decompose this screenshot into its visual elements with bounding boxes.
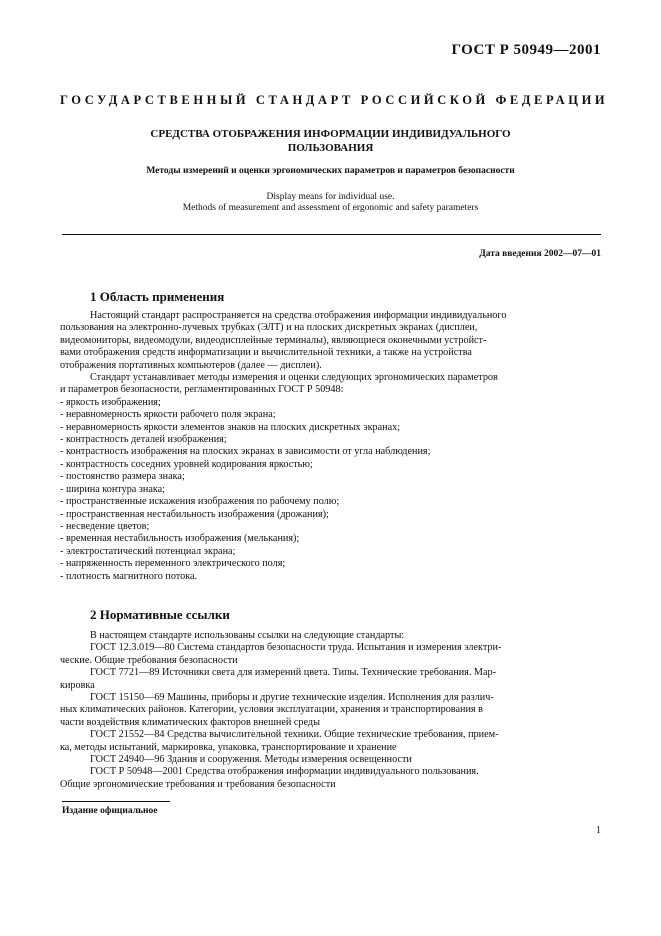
doc-code: ГОСТ Р 50949—2001	[451, 42, 601, 58]
text-line: части воздействия климатических факторов внешней среды	[60, 716, 320, 728]
document-subtitle: Методы измерений и оценки эргономических параметров и параметров безопасности	[146, 166, 515, 176]
reference-entry	[60, 642, 601, 667]
reference-entry	[90, 754, 601, 766]
text-line: ГОСТ 21552—84 Средства вычислительной техники. Общие технические требования, прием-	[90, 729, 499, 741]
english-title	[60, 192, 601, 214]
text-line: ГОСТ 15150—69 Машины, приборы и другие технические изделия. Исполнения для различ-	[90, 692, 494, 704]
section-2-heading: 2 Нормативные ссылки	[90, 607, 230, 622]
list-item: - контрастность деталей изображения;	[60, 434, 227, 446]
reference-entry	[60, 729, 601, 754]
list-item: - электростатический потенциал экрана;	[60, 545, 236, 557]
text-line: ГОСТ Р 50948—2001 Средства отображения информации индивидуального пользования.	[90, 766, 479, 778]
text-line: пользования на электронно-лучевых трубках (ЭЛТ) и на плоских дискретных экранах (дисплеи,	[60, 322, 478, 334]
list-item: - яркость изображения;	[60, 396, 161, 408]
text-line: Общие эргономические требования и требования безопасности	[60, 778, 336, 790]
section-1-body	[60, 310, 601, 583]
list-item: - пространственные искажения изображения по рабочему полю;	[60, 496, 340, 508]
reference-entry	[60, 692, 601, 729]
list-item: - контрастность соседних уровней кодирования яркостью;	[60, 458, 313, 470]
text-line: вами отображения средств информатизации и вычислительной техники, а также на устройства	[60, 347, 472, 359]
text-line: ка, методы испытаний, маркировка, упаковка, транспортирование и хранение	[60, 741, 397, 753]
list-item: - напряженность переменного электрического поля;	[60, 558, 286, 570]
list-item: - ширина контура знака;	[60, 483, 165, 495]
text-line: кировка	[60, 679, 95, 691]
english-title-line: Display means for individual use.	[266, 192, 395, 202]
text-line: и параметров безопасности, регламентированных ГОСТ Р 50948:	[60, 384, 344, 396]
text-line: Стандарт устанавливает методы измерения и оценки следующих эргономических параметров	[90, 372, 498, 384]
english-title-line: Methods of measurement and assessment of ergonomic and safety parameters	[182, 203, 479, 213]
list-item: - неравномерность яркости рабочего поля экрана;	[60, 409, 276, 421]
list-item: - несведение цветов;	[60, 520, 150, 532]
section-2-body	[60, 630, 601, 791]
text-line: ных климатических районов. Категории, условия эксплуатации, хранения и транспортирования в	[60, 704, 483, 716]
section-1-paragraph-1	[60, 310, 601, 372]
text-line: ческие. Общие требования безопасности	[60, 654, 238, 666]
reference-entry	[60, 766, 601, 791]
text-line: Настоящий стандарт распространяется на средства отображения информации индивидуального	[90, 310, 507, 321]
section-1-paragraph-2	[60, 372, 601, 397]
section-1-heading: 1 Область применения	[90, 289, 225, 304]
list-item: - плотность магнитного потока.	[60, 570, 198, 582]
text-line: ГОСТ 24940—96 Здания и сооружения. Методы измерения освещенности	[90, 754, 412, 766]
parameter-list	[60, 397, 601, 583]
list-item: - пространственная нестабильность изображения (дрожания);	[60, 508, 329, 520]
introduction-date: Дата введения 2002—07—01	[479, 249, 601, 259]
list-item: - временная нестабильность изображения (мелькания);	[60, 533, 300, 545]
reference-entry	[60, 667, 601, 692]
title-line: ПОЛЬЗОВАНИЯ	[287, 142, 374, 154]
section-2-intro: В настоящем стандарте использованы ссылки на следующие стандарты:	[90, 630, 405, 641]
title-line: СРЕДСТВА ОТОБРАЖЕНИЯ ИНФОРМАЦИИ ИНДИВИДУАЛЬНОГО	[150, 128, 511, 140]
list-item: - контрастность изображения на плоских экранах в зависимости от угла наблюдения;	[60, 446, 431, 458]
text-line: ГОСТ 7721—89 Источники света для измерений цвета. Типы. Технические требования. Мар-	[90, 667, 496, 679]
footer-divider	[62, 801, 170, 802]
document-title	[110, 127, 551, 155]
list-item: - неравномерность яркости элементов знаков на плоских дискретных экранах;	[60, 421, 401, 433]
state-standard-header: ГОСУДАРСТВЕННЫЙ СТАНДАРТ РОССИЙСКОЙ ФЕДЕРАЦИИ	[60, 93, 609, 107]
page-number: 1	[596, 825, 601, 836]
header-divider	[62, 234, 601, 235]
edition-label: Издание официальное	[62, 806, 158, 816]
text-line: видеомониторы, видеомодули, видеодисплейные терминалы), являющиеся оконечными устройст-	[60, 334, 487, 346]
text-line: отображения портативных компьютеров (далее — дисплеи).	[60, 359, 322, 371]
list-item: - постоянство размера знака;	[60, 471, 185, 483]
text-line: ГОСТ 12.3.019—80 Система стандартов безопасности труда. Испытания и измерения электри-	[90, 642, 502, 654]
